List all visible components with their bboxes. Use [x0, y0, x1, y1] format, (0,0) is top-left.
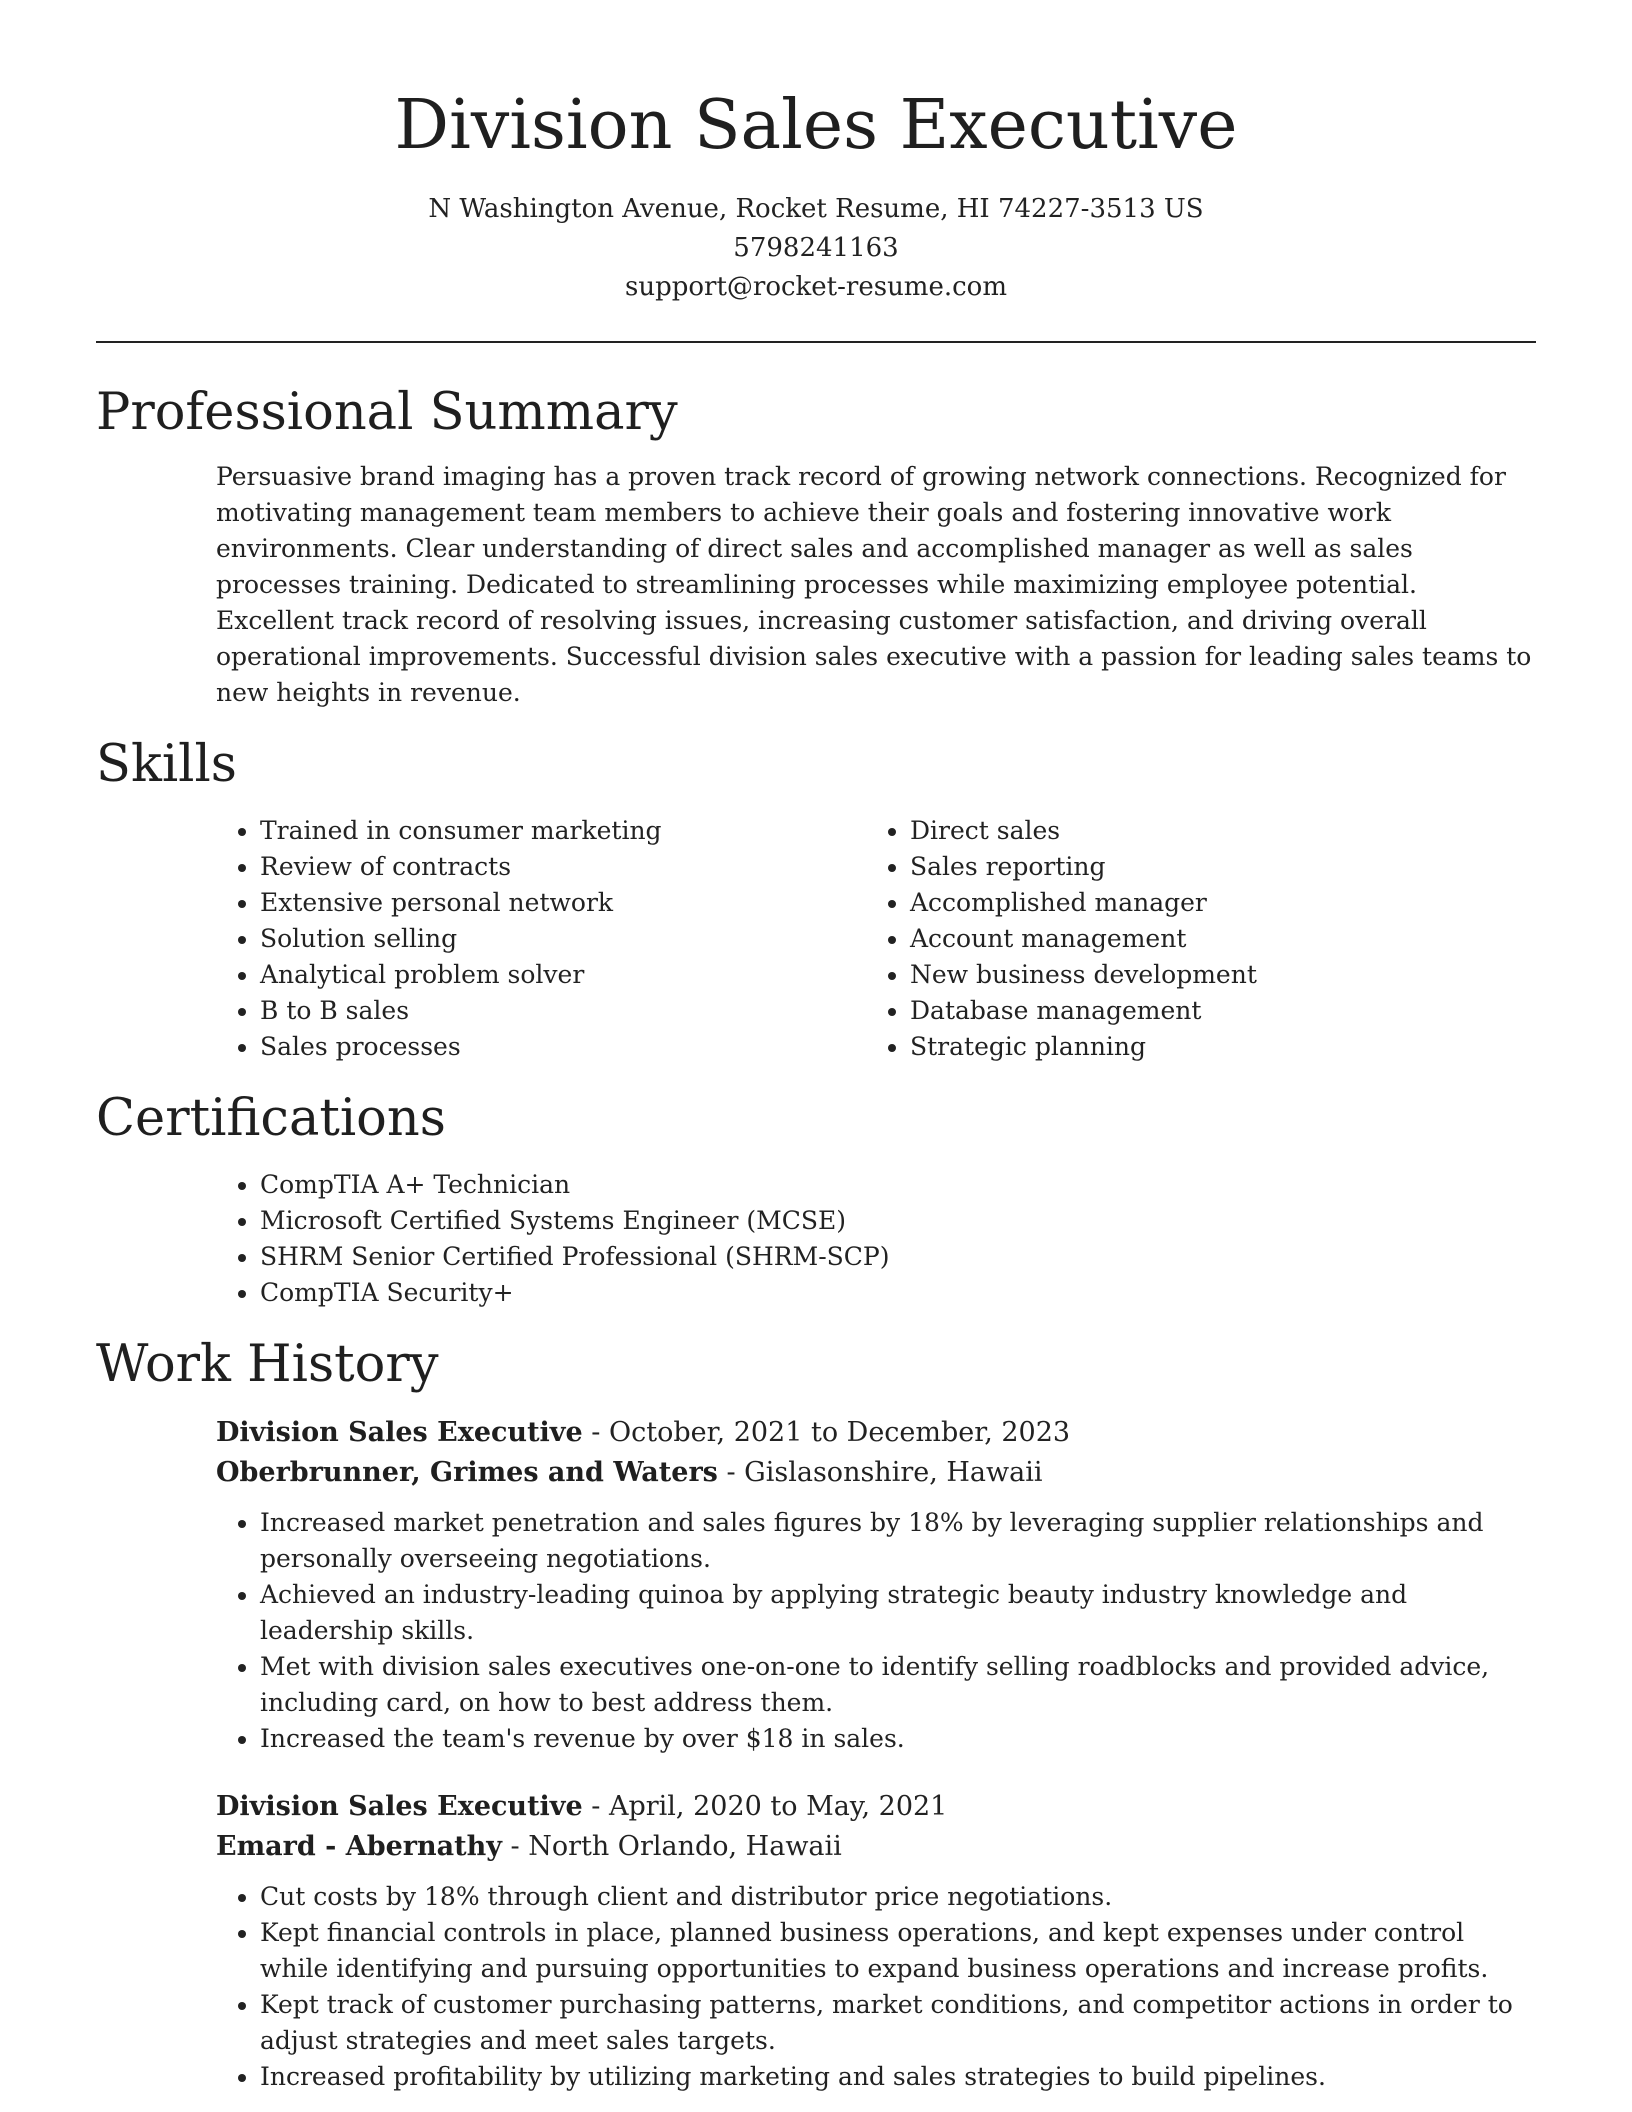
- job-dates: - April, 2020 to May, 2021: [582, 1791, 948, 1822]
- job-title-line: [216, 1413, 1536, 1453]
- job-dates: - October, 2021 to December, 2023: [582, 1417, 1071, 1448]
- skill-item: • Trained in consumer marketing: [260, 813, 746, 849]
- job-title: Division Sales Executive: [216, 1417, 583, 1448]
- summary-title: Professional Summary: [96, 383, 678, 442]
- resume-header: [96, 0, 1536, 307]
- job-bullet: • Increased profitability by utilizing marketing and sales strategies to build pipelines.: [260, 2059, 1536, 2095]
- certifications-list: [96, 1167, 1536, 1311]
- job-entry: [96, 1787, 1536, 2095]
- skill-item: • Extensive personal network: [260, 885, 746, 921]
- certification-item: • CompTIA Security+: [260, 1275, 1536, 1311]
- job-bullet: • Increased market penetration and sales figures by 18% by leveraging supplier relationships and personally overseeing negotiations.: [260, 1505, 1536, 1577]
- certifications-section: [96, 1087, 1536, 1311]
- skills-list-left: [96, 813, 746, 1065]
- skill-item: • Account management: [910, 921, 1396, 957]
- skill-item: • Analytical problem solver: [260, 957, 746, 993]
- resume-page: [96, 0, 1536, 2095]
- candidate-name: Division Sales Executive: [394, 86, 1238, 165]
- job-bullet: • Increased the team's revenue by over $18 in sales.: [260, 1721, 1536, 1757]
- certifications-title: Certifications: [96, 1089, 446, 1148]
- job-company-line: [216, 1827, 1536, 1867]
- job-bullet: • Achieved an industry-leading quinoa by applying strategic beauty industry knowledge and leadership skills.: [260, 1577, 1536, 1649]
- skills-title: Skills: [96, 735, 237, 794]
- job-bullet: • Kept track of customer purchasing patterns, market conditions, and competitor actions in order to adjust strategies and meet sales targets.: [260, 1987, 1536, 2059]
- job-bullet: • Cut costs by 18% through client and distributor price negotiations.: [260, 1879, 1536, 1915]
- certification-item: • SHRM Senior Certified Professional (SHRM-SCP): [260, 1239, 1536, 1275]
- skill-item: • Solution selling: [260, 921, 746, 957]
- work-history-title: Work History: [96, 1335, 439, 1394]
- certification-item: • CompTIA A+ Technician: [260, 1167, 1536, 1203]
- job-title-line: [216, 1787, 1536, 1827]
- contact-email: support@rocket-resume.com: [624, 272, 1007, 302]
- skill-item: • Database management: [910, 993, 1396, 1029]
- job-bullets: [96, 1879, 1536, 2095]
- job-bullet: • Kept financial controls in place, planned business operations, and kept expenses under control while identifying and pursuing opportunities to expand business operations and increase profits.: [260, 1915, 1536, 1987]
- skill-item: • Sales processes: [260, 1029, 746, 1065]
- skills-columns: [96, 813, 1536, 1065]
- skill-item: • Strategic planning: [910, 1029, 1396, 1065]
- job-bullets: [96, 1505, 1536, 1757]
- skill-item: • Review of contracts: [260, 849, 746, 885]
- skills-section: [96, 733, 1536, 1065]
- work-history-section: [96, 1333, 1536, 2095]
- job-company-line: [216, 1453, 1536, 1493]
- skill-item: • Sales reporting: [910, 849, 1396, 885]
- certification-item: • Microsoft Certified Systems Engineer (MCSE): [260, 1203, 1536, 1239]
- contact-address: N Washington Avenue, Rocket Resume, HI 74227-3513 US: [428, 194, 1204, 224]
- skill-item: • New business development: [910, 957, 1396, 993]
- job-bullet: • Met with division sales executives one-on-one to identify selling roadblocks and provided advice, including card, on how to best address them.: [260, 1649, 1536, 1721]
- skill-item: • Direct sales: [910, 813, 1396, 849]
- summary-section: [96, 381, 1536, 711]
- job-company: Emard - Abernathy: [216, 1831, 502, 1862]
- header-divider: [96, 341, 1536, 343]
- job-entry: [96, 1413, 1536, 1757]
- job-title: Division Sales Executive: [216, 1791, 583, 1822]
- skill-item: • B to B sales: [260, 993, 746, 1029]
- job-company: Oberbrunner, Grimes and Waters: [216, 1457, 718, 1488]
- skills-column-left: [96, 813, 746, 1065]
- contact-phone: 5798241163: [733, 233, 899, 263]
- skill-item: • Accomplished manager: [910, 885, 1396, 921]
- summary-text: Persuasive brand imaging has a proven track record of growing network connections. Recognized for motivating management team members to achieve their goals and fostering innovative work environments. Clear understanding of direct sales and accomplished manager as well as sales processes training. Dedicated to streamlining processes while maximizing employee potential. Excellent track record of resolving issues, increasing customer satisfaction, and driving overall operational improvements. Successful division sales executive with a passion for leading sales teams to new heights in revenue.: [216, 462, 1532, 707]
- job-location: - Gislasonshire, Hawaii: [717, 1457, 1043, 1488]
- skills-list-right: [746, 813, 1396, 1065]
- job-location: - North Orlando, Hawaii: [501, 1831, 842, 1862]
- skills-column-right: [746, 813, 1396, 1065]
